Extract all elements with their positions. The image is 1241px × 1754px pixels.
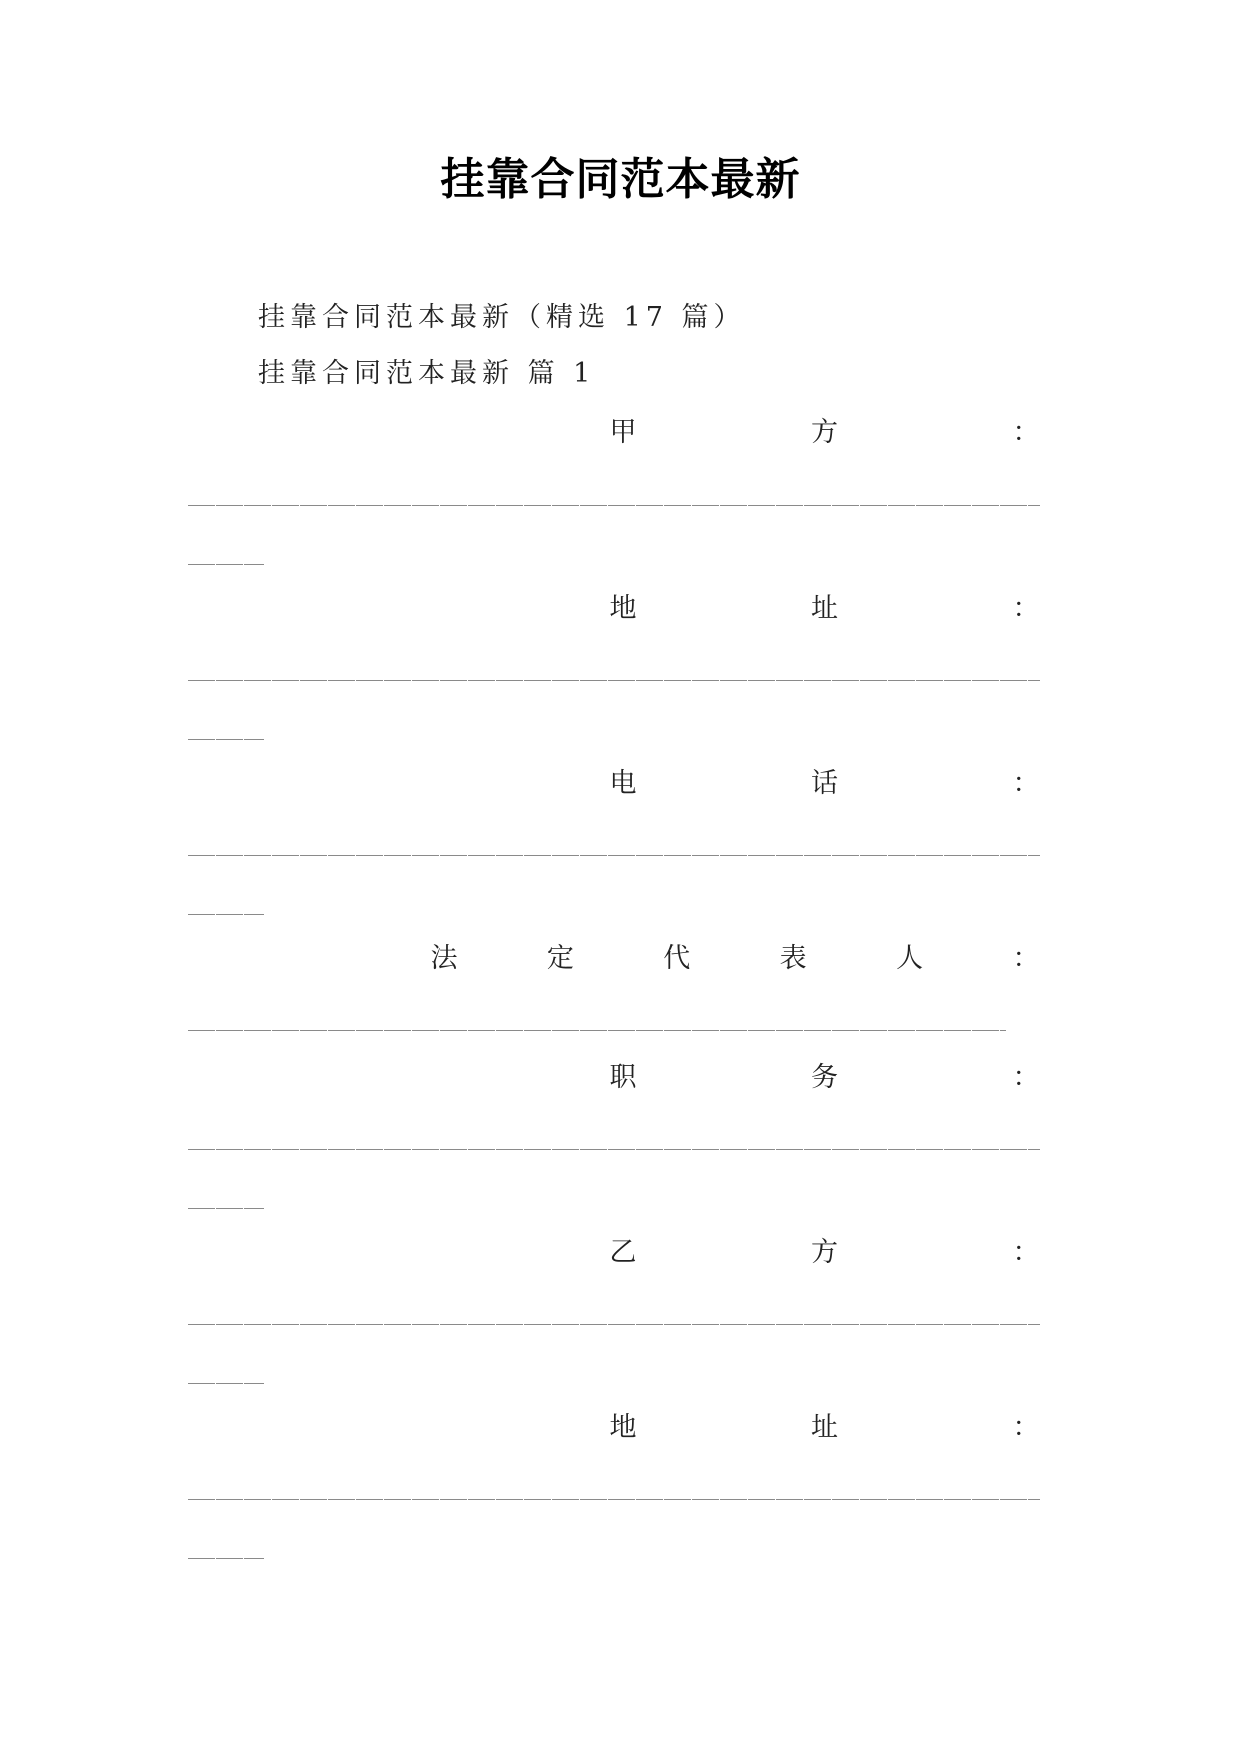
fill-in-line[interactable] [188,1324,1040,1325]
field-colon: ： [1012,1412,1040,1443]
field-label-char: 甲 [609,417,637,448]
field-label-char: 务 [811,1062,838,1093]
field-colon: ： [1012,1062,1040,1093]
field-label-char: 地 [609,1412,637,1443]
fill-in-line[interactable] [188,1030,1006,1031]
fill-in-line-continuation[interactable] [188,1558,264,1559]
fill-in-line[interactable] [188,1149,1040,1150]
field-colon: ： [1012,943,1040,974]
field-label-char: 地 [609,593,637,624]
field-legal-representative [430,942,1040,976]
field-colon: ： [1012,593,1040,624]
field-label-char: 代 [663,943,691,974]
field-label-char: 乙 [609,1237,637,1268]
field-label-char: 址 [811,593,838,624]
fill-in-line-continuation[interactable] [188,1208,264,1209]
field-position [609,1061,1040,1095]
fill-in-line-continuation[interactable] [188,739,264,740]
field-party-b [609,1236,1040,1270]
field-label-char: 职 [609,1062,637,1093]
field-label-char: 法 [430,943,458,974]
field-colon: ： [1012,417,1040,448]
field-party-a-phone [609,767,1040,801]
fill-in-line-continuation[interactable] [188,564,264,565]
field-label-char: 电 [609,768,637,799]
field-colon: ： [1012,1237,1040,1268]
field-party-b-address [609,1411,1040,1445]
field-party-a [609,416,1040,450]
fill-in-line-continuation[interactable] [188,914,264,915]
fill-in-line[interactable] [188,1499,1040,1500]
document-subtitle: 挂靠合同范本最新（精选 17 篇） [258,302,746,333]
field-party-a-address [609,592,1040,626]
document-title: 挂靠合同范本最新 [440,154,801,205]
fill-in-line[interactable] [188,855,1040,856]
fill-in-line[interactable] [188,505,1040,506]
field-label-char: 方 [811,417,838,448]
fill-in-line[interactable] [188,680,1040,681]
section-heading: 挂靠合同范本最新 篇 1 [258,358,596,389]
field-colon: ： [1012,768,1040,799]
field-label-char: 话 [811,768,838,799]
field-label-char: 址 [811,1412,838,1443]
field-label-char: 定 [546,943,574,974]
field-label-char: 方 [811,1237,838,1268]
field-label-char: 表 [779,943,807,974]
fill-in-line-continuation[interactable] [188,1383,264,1384]
field-label-char: 人 [896,943,924,974]
